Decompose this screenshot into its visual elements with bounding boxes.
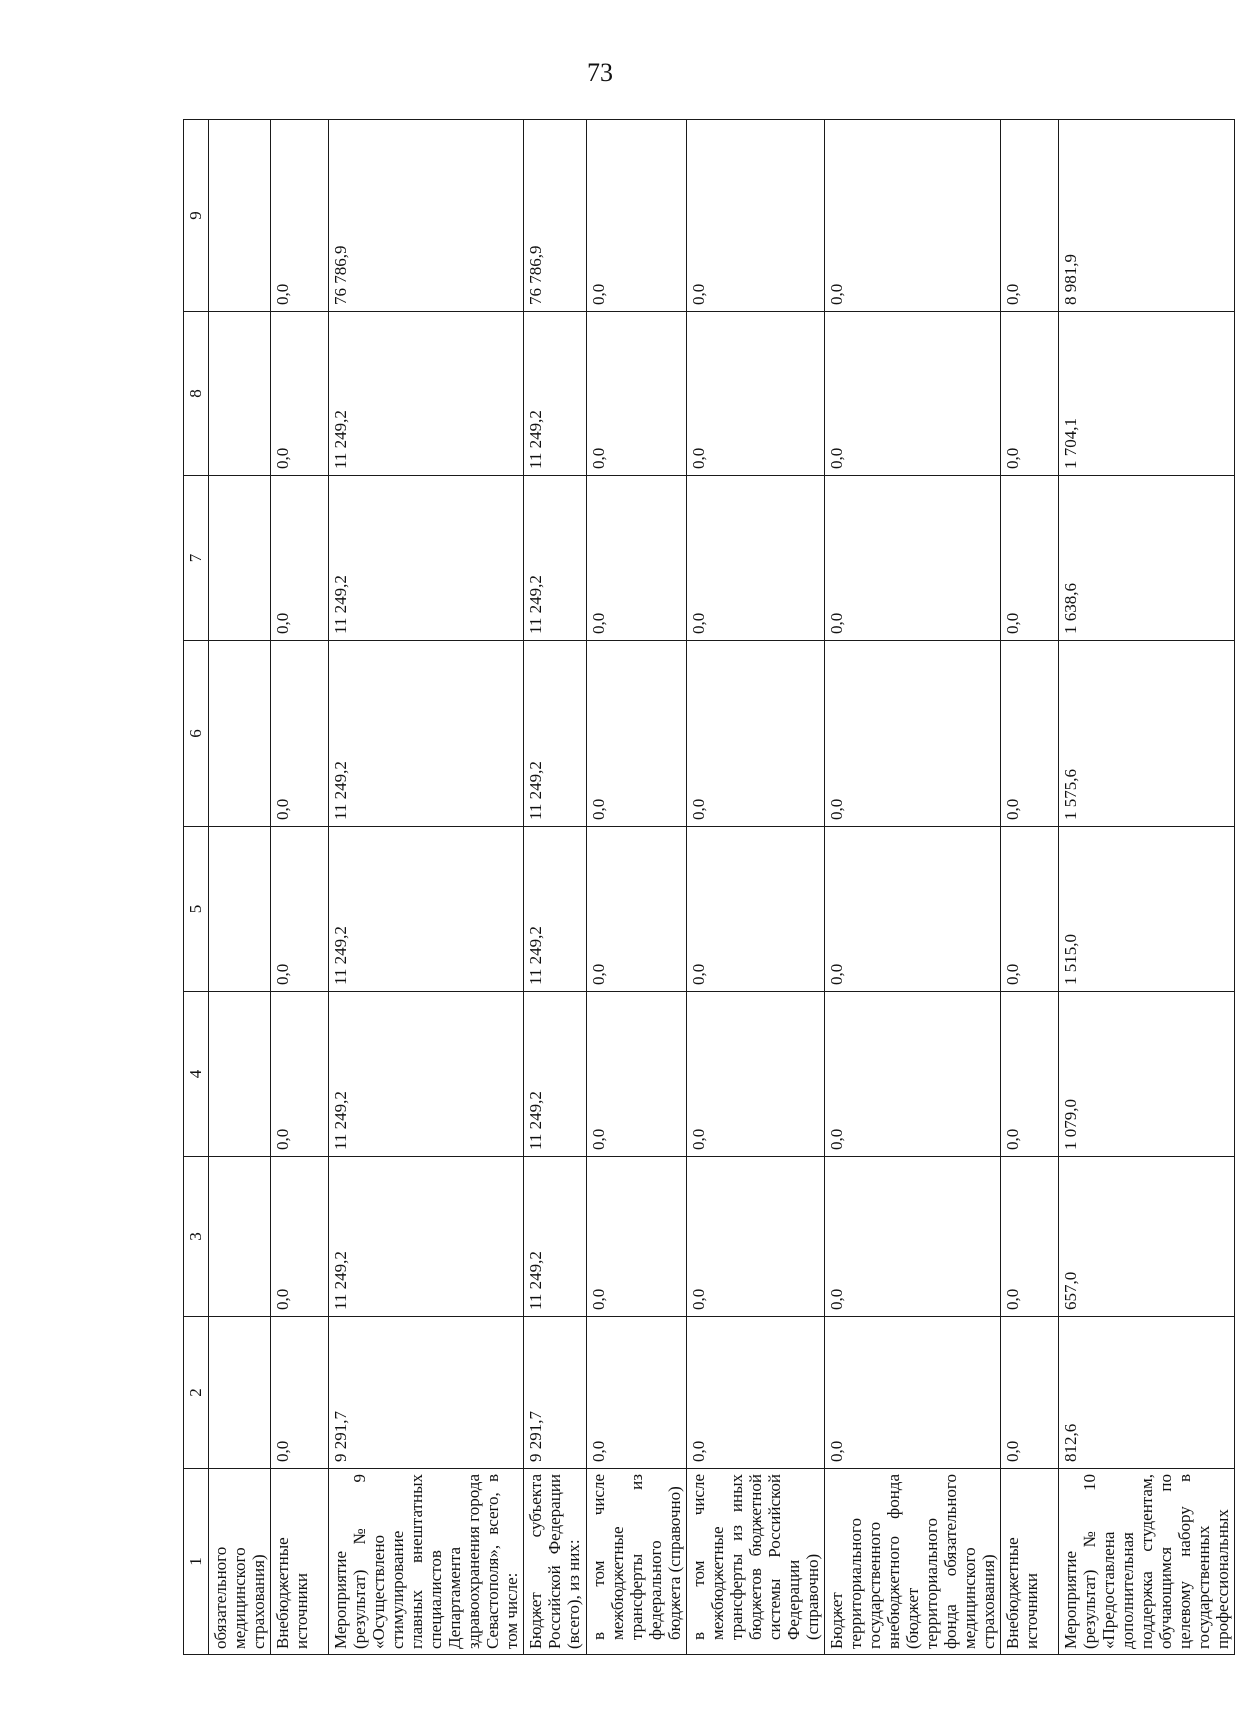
value-cell (209, 992, 271, 1157)
row-label: Мероприятие (результат) № 10 «Предоставлена дополнительная поддержка студентам, обучающимся по целевому набору в государственных профессиональных (1059, 1469, 1235, 1655)
value-cell: 11 249,2 (329, 312, 524, 476)
value-cell (209, 641, 271, 827)
table-row (1001, 120, 1059, 1655)
value-cell: 0,0 (686, 641, 824, 827)
value-cell: 0,0 (586, 992, 686, 1157)
value-cell: 1 638,6 (1059, 476, 1235, 641)
value-cell (209, 1157, 271, 1317)
value-cell: 0,0 (271, 312, 329, 476)
value-cell: 11 249,2 (329, 1157, 524, 1317)
row-label: обязательного медицинского страхования) (209, 1469, 271, 1655)
value-cell: 11 249,2 (329, 992, 524, 1157)
row-label: в том числе межбюджетные трансферты из федерального бюджета (справочно) (586, 1469, 686, 1655)
value-cell: 0,0 (686, 827, 824, 992)
value-cell: 0,0 (824, 1157, 1000, 1317)
value-cell: 0,0 (1001, 1157, 1059, 1317)
header-cell: 5 (184, 827, 209, 992)
value-cell: 1 515,0 (1059, 827, 1235, 992)
header-cell: 4 (184, 992, 209, 1157)
table-row (209, 120, 271, 1655)
header-cell: 1 (184, 1469, 209, 1655)
value-cell: 1 575,6 (1059, 641, 1235, 827)
value-cell: 0,0 (1001, 312, 1059, 476)
value-cell (209, 312, 271, 476)
value-cell: 0,0 (271, 476, 329, 641)
value-cell: 0,0 (1001, 476, 1059, 641)
value-cell: 76 786,9 (329, 120, 524, 312)
value-cell: 0,0 (586, 476, 686, 641)
value-cell: 812,6 (1059, 1317, 1235, 1469)
table-row (329, 120, 524, 1655)
value-cell (209, 1317, 271, 1469)
rotated-table-wrapper (183, 120, 1233, 1655)
table-row (586, 120, 686, 1655)
row-label: Внебюджетные источники (1001, 1469, 1059, 1655)
value-cell: 0,0 (824, 992, 1000, 1157)
header-row (184, 120, 209, 1655)
value-cell: 0,0 (271, 992, 329, 1157)
value-cell: 0,0 (686, 992, 824, 1157)
value-cell: 0,0 (686, 476, 824, 641)
page-number: 73 (587, 58, 613, 87)
value-cell: 0,0 (686, 120, 824, 312)
value-cell: 657,0 (1059, 1157, 1235, 1317)
value-cell: 11 249,2 (329, 476, 524, 641)
value-cell: 0,0 (686, 312, 824, 476)
header-cell: 6 (184, 641, 209, 827)
row-label: в том числе межбюджетные трансферты из иных бюджетов бюджетной системы Российской Федерации (справочно) (686, 1469, 824, 1655)
value-cell (209, 476, 271, 641)
value-cell: 11 249,2 (524, 641, 586, 827)
value-cell: 0,0 (271, 641, 329, 827)
table-row (1059, 120, 1235, 1655)
value-cell: 0,0 (824, 476, 1000, 641)
row-label: Внебюджетные источники (271, 1469, 329, 1655)
value-cell: 0,0 (271, 1317, 329, 1469)
value-cell: 1 079,0 (1059, 992, 1235, 1157)
value-cell: 0,0 (586, 120, 686, 312)
value-cell: 9 291,7 (524, 1317, 586, 1469)
value-cell: 0,0 (586, 641, 686, 827)
table-row (271, 120, 329, 1655)
value-cell: 11 249,2 (524, 992, 586, 1157)
header-cell: 3 (184, 1157, 209, 1317)
value-cell: 0,0 (824, 827, 1000, 992)
header-cell: 8 (184, 312, 209, 476)
value-cell: 8 981,9 (1059, 120, 1235, 312)
value-cell: 0,0 (1001, 641, 1059, 827)
value-cell: 0,0 (1001, 1317, 1059, 1469)
value-cell: 11 249,2 (329, 641, 524, 827)
header-cell: 2 (184, 1317, 209, 1469)
value-cell: 0,0 (271, 1157, 329, 1317)
value-cell: 0,0 (824, 312, 1000, 476)
budget-table (183, 119, 1235, 1655)
value-cell (209, 120, 271, 312)
value-cell: 9 291,7 (329, 1317, 524, 1469)
value-cell: 0,0 (824, 120, 1000, 312)
value-cell: 1 704,1 (1059, 312, 1235, 476)
value-cell: 0,0 (586, 827, 686, 992)
value-cell: 11 249,2 (524, 1157, 586, 1317)
value-cell: 11 249,2 (524, 827, 586, 992)
value-cell: 0,0 (586, 312, 686, 476)
table-row (524, 120, 586, 1655)
value-cell: 0,0 (824, 641, 1000, 827)
row-label: Мероприятие (результат) № 9 «Осуществлено стимулирование главных внештатных специалистов Департамента здравоохранения города Севастополя», всего, в том числе: (329, 1469, 524, 1655)
value-cell: 0,0 (586, 1157, 686, 1317)
value-cell: 11 249,2 (329, 827, 524, 992)
value-cell: 0,0 (271, 827, 329, 992)
header-cell: 9 (184, 120, 209, 312)
row-label: Бюджет территориального государственного внебюджетного фонда (бюджет территориального фонда обязательного медицинского страхования) (824, 1469, 1000, 1655)
value-cell: 0,0 (271, 120, 329, 312)
table-row (824, 120, 1000, 1655)
value-cell (209, 827, 271, 992)
value-cell: 0,0 (1001, 827, 1059, 992)
value-cell: 0,0 (686, 1157, 824, 1317)
table-row (686, 120, 824, 1655)
value-cell: 76 786,9 (524, 120, 586, 312)
value-cell: 0,0 (1001, 120, 1059, 312)
value-cell: 0,0 (824, 1317, 1000, 1469)
row-label: Бюджет субъекта Российской Федерации (всего), из них: (524, 1469, 586, 1655)
value-cell: 0,0 (1001, 992, 1059, 1157)
value-cell: 11 249,2 (524, 312, 586, 476)
header-cell: 7 (184, 476, 209, 641)
value-cell: 0,0 (586, 1317, 686, 1469)
value-cell: 11 249,2 (524, 476, 586, 641)
value-cell: 0,0 (686, 1317, 824, 1469)
